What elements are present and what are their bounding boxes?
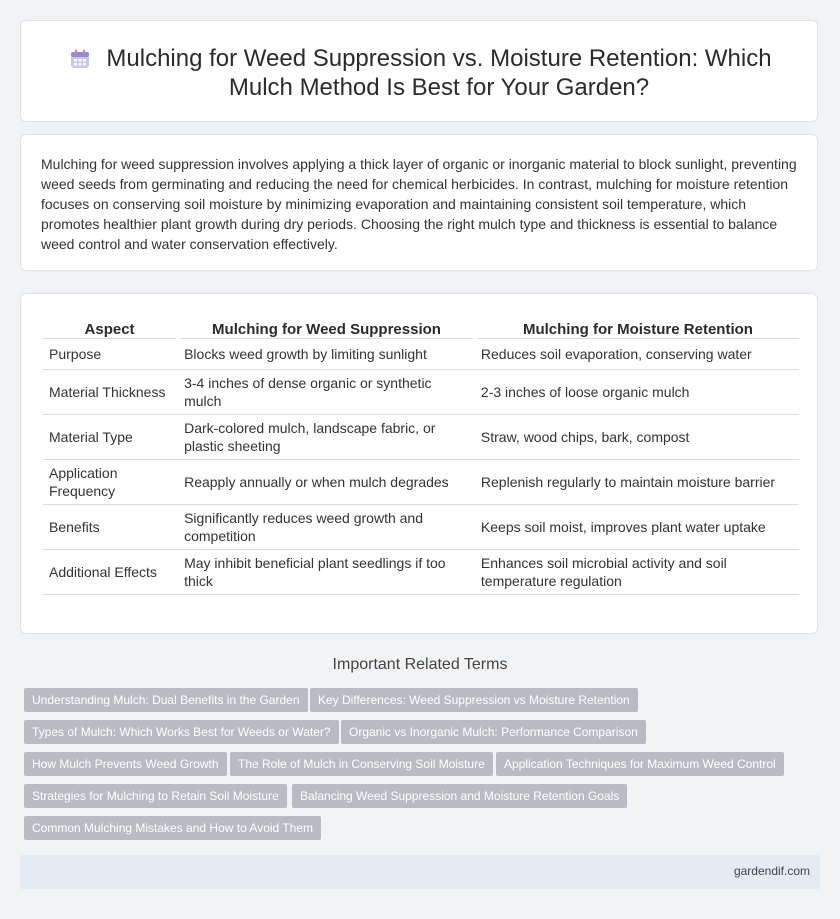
cell-aspect: Benefits bbox=[43, 505, 178, 550]
cell-weed: Dark-colored mulch, landscape fabric, or plastic sheeting bbox=[178, 415, 475, 460]
related-term-tag[interactable]: Understanding Mulch: Dual Benefits in the Garden bbox=[24, 688, 308, 712]
header-moisture-retention: Mulching for Moisture Retention bbox=[475, 316, 799, 339]
related-term-tag[interactable]: The Role of Mulch in Conserving Soil Moisture bbox=[230, 752, 493, 776]
cell-aspect: Application Frequency bbox=[43, 460, 178, 505]
comparison-card bbox=[20, 293, 818, 634]
related-term-tag[interactable]: How Mulch Prevents Weed Growth bbox=[24, 752, 227, 776]
table-row bbox=[43, 460, 799, 505]
related-term-tag[interactable]: Key Differences: Weed Suppression vs Moisture Retention bbox=[310, 688, 638, 712]
cell-aspect: Material Type bbox=[43, 415, 178, 460]
cell-aspect: Additional Effects bbox=[43, 550, 178, 595]
table-row bbox=[43, 505, 799, 550]
site-name[interactable]: gardendif.com bbox=[733, 864, 810, 878]
table-row bbox=[43, 370, 799, 415]
cell-aspect: Purpose bbox=[43, 339, 178, 370]
page-title: Mulching for Weed Suppression vs. Moisture Retention: Which Mulch Method Is Best for Your Garden? bbox=[106, 45, 772, 101]
related-term-tag[interactable]: Balancing Weed Suppression and Moisture Retention Goals bbox=[292, 784, 627, 808]
cell-weed: 3-4 inches of dense organic or synthetic mulch bbox=[178, 370, 475, 415]
table-header-row bbox=[43, 316, 799, 339]
cell-moisture: Replenish regularly to maintain moisture barrier bbox=[475, 460, 799, 505]
comparison-table bbox=[43, 316, 799, 595]
cell-weed: Significantly reduces weed growth and competition bbox=[178, 505, 475, 550]
cell-moisture: Reduces soil evaporation, conserving water bbox=[475, 339, 799, 370]
header-aspect: Aspect bbox=[43, 316, 178, 339]
table-row bbox=[43, 550, 799, 595]
related-term-tag[interactable]: Types of Mulch: Which Works Best for Weeds or Water? bbox=[24, 720, 339, 744]
related-terms-heading: Important Related Terms bbox=[332, 656, 508, 673]
related-term-tag[interactable]: Common Mulching Mistakes and How to Avoid Them bbox=[24, 816, 321, 840]
cell-moisture: Enhances soil microbial activity and soil temperature regulation bbox=[475, 550, 799, 595]
related-term-tag[interactable]: Strategies for Mulching to Retain Soil Moisture bbox=[24, 784, 287, 808]
footer bbox=[20, 855, 820, 889]
title-card bbox=[20, 20, 818, 122]
intro-paragraph: Mulching for weed suppression involves applying a thick layer of organic or inorganic material to block sunlight, preventing weed seeds from germinating and reducing the need for chemical herbicides. In contrast, mulching for moisture retention focuses on conserving soil moisture by minimizing evaporation and maintaining consistent soil temperature, which promotes healthier plant growth during dry periods. Choosing the right mulch type and thickness is essential to balance weed control and water conservation effectively. bbox=[41, 156, 797, 252]
cell-weed: Reapply annually or when mulch degrades bbox=[178, 460, 475, 505]
cell-weed: May inhibit beneficial plant seedlings if too thick bbox=[178, 550, 475, 595]
cell-moisture: Keeps soil moist, improves plant water uptake bbox=[475, 505, 799, 550]
cell-moisture: 2-3 inches of loose organic mulch bbox=[475, 370, 799, 415]
table-row bbox=[43, 339, 799, 370]
table-row bbox=[43, 415, 799, 460]
cell-moisture: Straw, wood chips, bark, compost bbox=[475, 415, 799, 460]
related-term-tag[interactable]: Application Techniques for Maximum Weed Control bbox=[496, 752, 784, 776]
related-term-tag[interactable]: Organic vs Inorganic Mulch: Performance Comparison bbox=[341, 720, 646, 744]
intro-card bbox=[20, 134, 818, 271]
cell-aspect: Material Thickness bbox=[43, 370, 178, 415]
header-weed-suppression: Mulching for Weed Suppression bbox=[178, 316, 475, 339]
cell-weed: Blocks weed growth by limiting sunlight bbox=[178, 339, 475, 370]
